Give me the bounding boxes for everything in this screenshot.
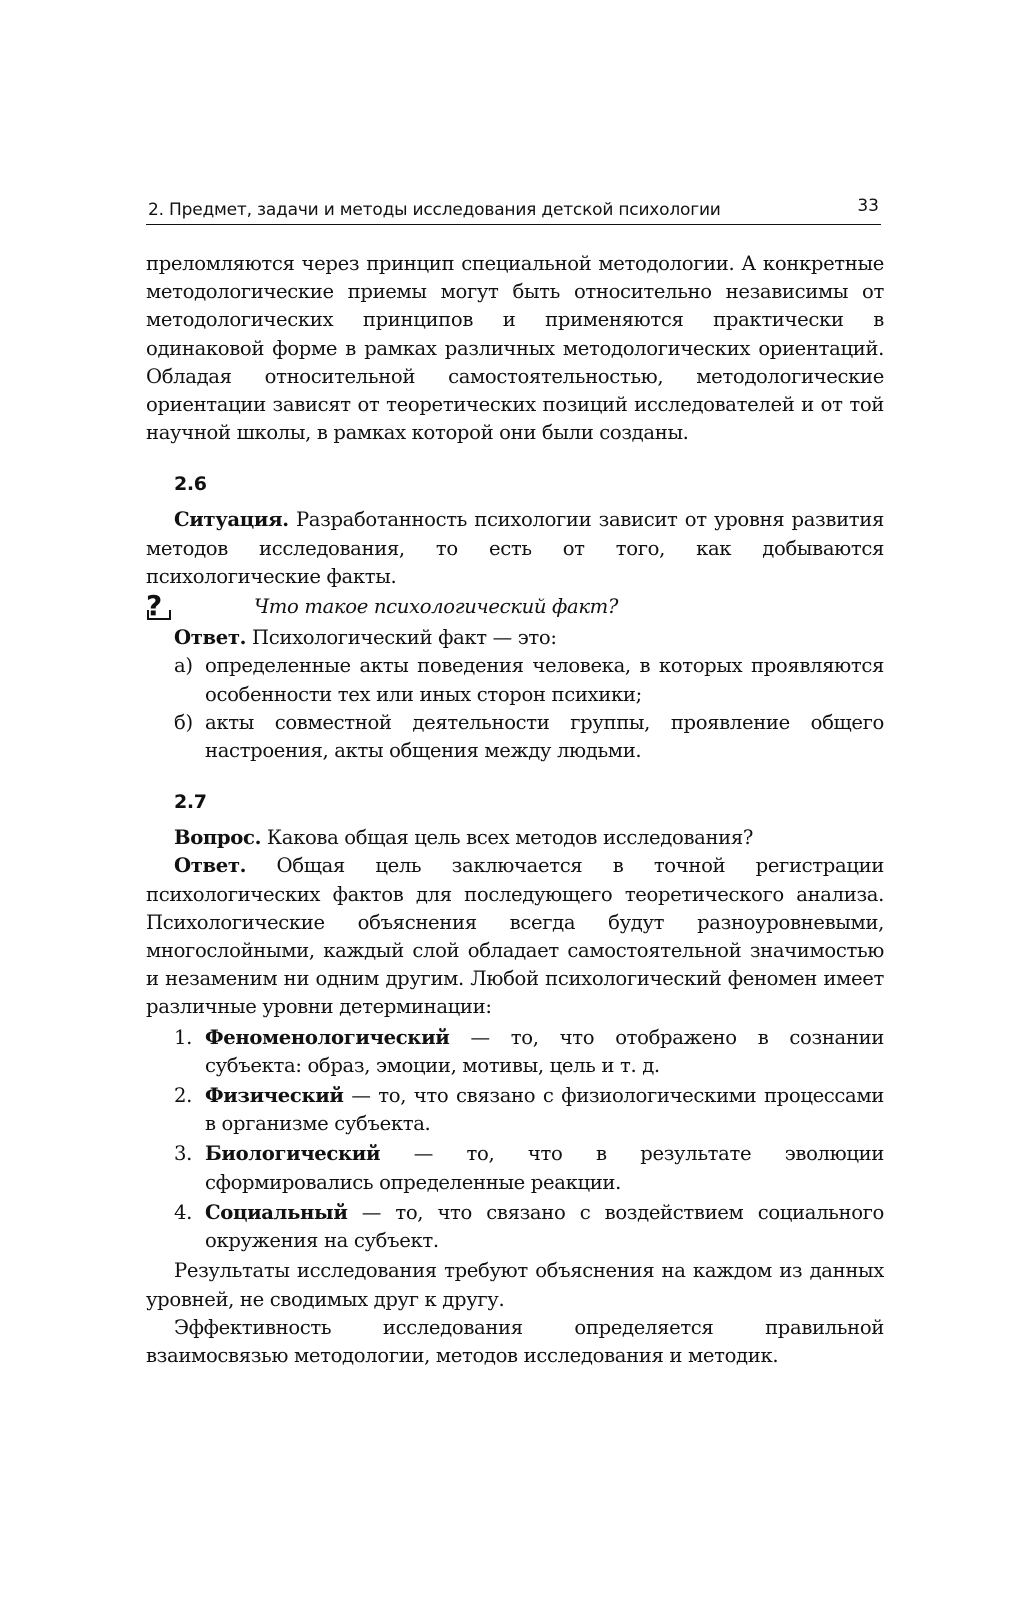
fact-list bbox=[146, 652, 884, 765]
list-item bbox=[146, 1024, 884, 1080]
list-item bbox=[146, 1199, 884, 1255]
answer-text: Психологический факт — это: bbox=[246, 626, 557, 650]
question-text-2-7: Какова общая цель всех методов исследования? bbox=[261, 826, 754, 850]
situation-label: Ситуация. bbox=[174, 508, 289, 532]
question-mark-icon: ? bbox=[146, 591, 170, 621]
list-item bbox=[146, 1082, 884, 1138]
level-term: Феноменологический bbox=[205, 1025, 450, 1049]
list-item bbox=[146, 709, 884, 765]
section-number-2-7: 2.7 bbox=[174, 791, 207, 814]
list-marker: а) bbox=[174, 654, 193, 678]
situation-text: Разработанность психологии зависит от уровня развития методов исследования, то есть от того, как добываются психологические факты. bbox=[146, 508, 884, 588]
answer-label: Ответ. bbox=[174, 626, 247, 650]
list-item-text: акты совместной деятельности группы, проявление общего настроения, акты общения между людьми. bbox=[205, 710, 884, 763]
level-text: — то, что связано с физиологическими процессами в организме субъекта. bbox=[205, 1084, 884, 1136]
list-marker: 4. bbox=[174, 1200, 192, 1224]
page-body bbox=[146, 250, 884, 1370]
level-text: — то, что в результате эволюции сформировались определенные реакции. bbox=[205, 1142, 884, 1194]
situation-paragraph bbox=[146, 506, 884, 591]
page-number: 33 bbox=[857, 196, 879, 216]
level-text: — то, что связано с воздействием социального окружения на субъект. bbox=[205, 1200, 884, 1253]
intro-paragraph: преломляются через принцип специальной методологии. А конкретные методологические приемы могут быть относительно независимы от методологических принципов и применяются практически в одинаковой форме в рамках различных методологических ориентаций. Обладая относительной самостоятельностью, методологические ориентации зависят от теоретических позиций исследователей и от той научной школы, в рамках которой они были созданы. bbox=[146, 252, 884, 445]
answer-text: Общая цель заключается в точной регистрации психологических фактов для последующего теоретического анализа. Психологические объяснения всегда будут разноуровневыми, многослойными, каждый слой обладает самостоятельной значимостью и незаменим ни одним другим. Любой психологический феномен имеет различные уровни детерминации: bbox=[146, 854, 884, 1019]
list-marker: б) bbox=[174, 710, 193, 734]
list-item bbox=[146, 652, 884, 708]
level-term: Социальный bbox=[205, 1200, 348, 1224]
question-row bbox=[146, 589, 884, 623]
list-marker: 2. bbox=[174, 1084, 192, 1108]
answer-paragraph-2-7 bbox=[146, 852, 884, 1021]
question-label: Вопрос. bbox=[174, 826, 262, 850]
answer-label: Ответ. bbox=[174, 854, 247, 878]
level-term: Физический bbox=[205, 1084, 344, 1108]
running-title: 2. Предмет, задачи и методы исследования детской психологии bbox=[148, 200, 721, 220]
level-text: — то, что отображено в сознании субъекта: образ, эмоции, мотивы, цель и т. д. bbox=[205, 1025, 884, 1077]
answer-paragraph-2-6 bbox=[146, 624, 884, 652]
list-marker: 1. bbox=[174, 1025, 192, 1049]
section-number-2-6: 2.6 bbox=[174, 473, 207, 496]
conclusion-paragraph: Эффективность исследования определяется правильной взаимосвязью методологии, методов исследования и методик. bbox=[146, 1315, 884, 1367]
list-item bbox=[146, 1140, 884, 1196]
list-item-text: определенные акты поведения человека, в которых проявляются особенности тех или иных сторон психики; bbox=[205, 654, 884, 706]
running-header bbox=[146, 196, 881, 225]
question-paragraph-2-7 bbox=[146, 824, 884, 852]
list-marker: 3. bbox=[174, 1142, 192, 1166]
determination-levels-list bbox=[146, 1024, 884, 1256]
level-term: Биологический bbox=[205, 1142, 381, 1166]
conclusion-paragraph: Результаты исследования требуют объяснения на каждом из данных уровней, не сводимых друг к другу. bbox=[146, 1259, 884, 1311]
question-text: Что такое психологический факт? bbox=[254, 595, 619, 619]
